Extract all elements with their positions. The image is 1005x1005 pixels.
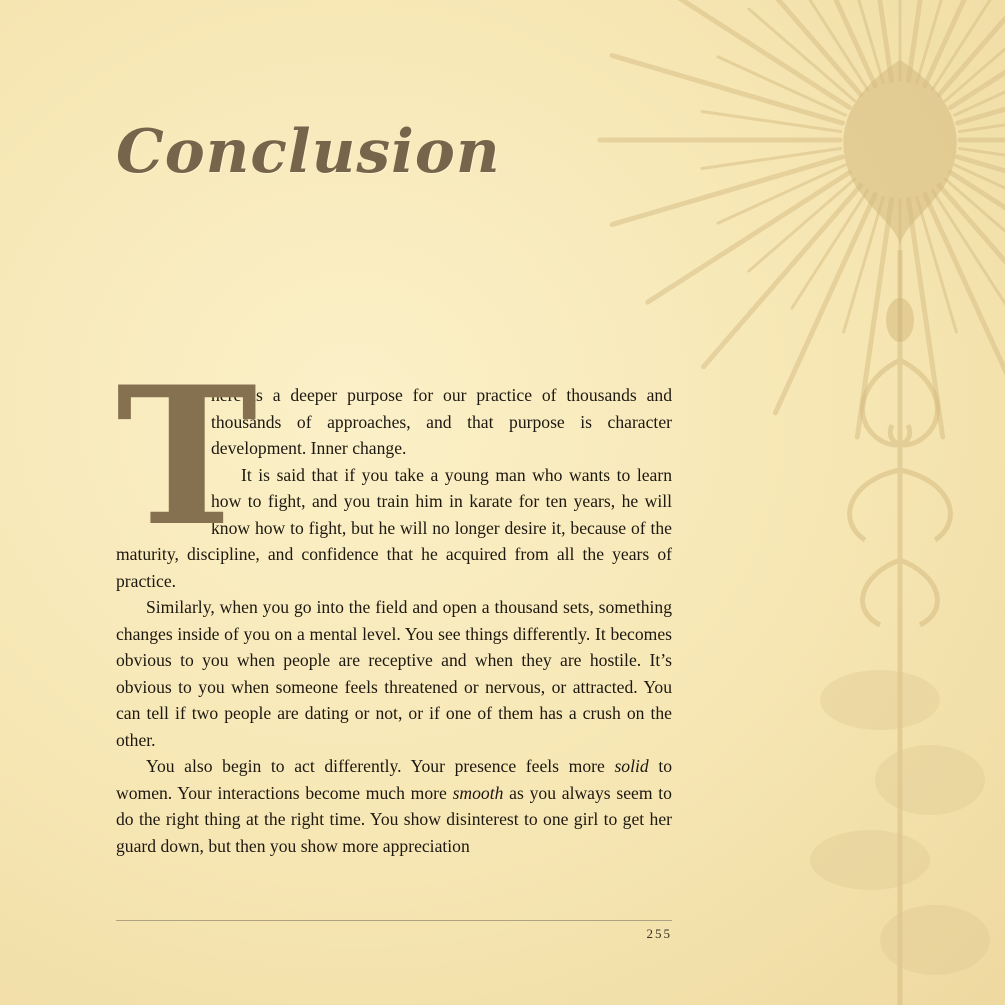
sunburst-ray xyxy=(704,185,861,366)
sunburst-ray xyxy=(958,157,1005,225)
sunburst-ray xyxy=(950,0,1005,108)
sunburst-ray xyxy=(955,165,1005,223)
sunburst-ray xyxy=(958,55,1005,123)
sunburst-ray xyxy=(939,0,1005,95)
sunburst-ray xyxy=(749,179,855,271)
sunburst-ray xyxy=(718,165,845,223)
sunburst-ray xyxy=(909,199,943,437)
sunburst-ray xyxy=(775,0,875,85)
body-text xyxy=(116,345,673,859)
paragraph-text: Similarly, when you go into the field and open a thousand sets, something changes inside of you on a mental level. You see things differently. It becomes obvious to you when people are receptive and when they are hostile. It’s obvious to you when someone feels threatened or nervous, or attracted. You can tell if two people are dating or not, or if one of them has a crush on the other. xyxy=(116,597,672,750)
sunburst-ray xyxy=(925,0,1005,85)
sunburst-ray xyxy=(955,57,1005,115)
paragraph-text: as you always seem to do the right thing at the right time. You show disinterest to one girl to get her guard down, but then you show more appreciation xyxy=(116,782,672,856)
sunburst-ray xyxy=(648,172,850,302)
footer-rule xyxy=(116,920,672,921)
page-title: Conclusion xyxy=(116,117,501,187)
drop-cap xyxy=(116,345,258,568)
emphasis-text: solid xyxy=(614,756,649,776)
drop-cap-letter: T xyxy=(116,345,258,568)
sunburst-ray xyxy=(917,0,956,82)
sunburst-ray xyxy=(945,179,1005,271)
sunburst-ray xyxy=(844,0,883,82)
sunburst-ray xyxy=(792,190,868,308)
paragraph xyxy=(116,753,672,859)
sunburst-ray xyxy=(959,112,1005,132)
sunburst-ray xyxy=(612,55,842,123)
sunburst-ray xyxy=(792,0,868,90)
sunburst-ray xyxy=(648,0,850,108)
sunburst-ray xyxy=(857,0,891,81)
sunburst-ray xyxy=(909,0,943,81)
paragraph xyxy=(116,594,672,753)
sunburst-ray xyxy=(702,149,841,169)
paragraph-text: here is a deeper purpose for our practice of thousands and thousands of approaches, and that purpose is character development. Inner change. xyxy=(211,385,672,458)
sunburst-ray xyxy=(704,0,861,95)
sunburst-ray xyxy=(612,157,842,225)
paragraph-text: You also begin to act differently. Your presence feels more xyxy=(146,756,615,776)
sunburst-ray xyxy=(932,0,1005,90)
sunburst-ray xyxy=(718,57,845,115)
page-number: 255 xyxy=(646,926,672,941)
sunburst-ray xyxy=(959,149,1005,169)
sunburst-ray xyxy=(749,9,855,101)
sunburst-ray xyxy=(857,199,891,437)
paragraph-text: It is said that if you take a young man who wants to learn how to fight, and you train him in karate for ten years, he will know how to fight, but he will no longer desire it, because of the maturity, discipline, and confidence that he acquired from all the years of practice. xyxy=(116,464,672,591)
sunburst-ray xyxy=(917,198,956,332)
sunburst-ray xyxy=(939,185,1005,366)
sunburst-ray xyxy=(702,112,841,132)
paragraph-text: to women. Your interactions become much more xyxy=(116,756,673,803)
sunburst-ray xyxy=(950,172,1005,302)
sunburst-ray xyxy=(932,190,1005,308)
sunburst-ray xyxy=(945,9,1005,101)
emphasis-text: smooth xyxy=(452,782,504,803)
sunburst-ray xyxy=(775,195,875,413)
sunburst-ray xyxy=(844,198,883,332)
sunburst-ray xyxy=(925,195,1005,413)
